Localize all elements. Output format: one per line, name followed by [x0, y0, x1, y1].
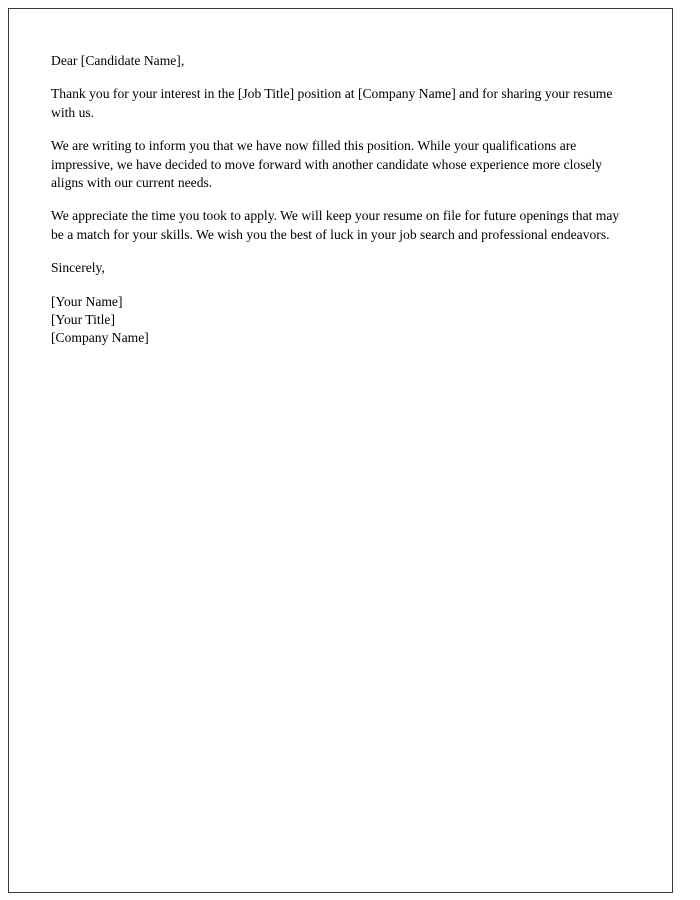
signature-title: [Your Title]: [51, 312, 115, 328]
closing: Sincerely,: [51, 260, 105, 276]
paragraph-appreciation: We appreciate the time you took to apply. We will keep your resume on file for future openings that may be a match for your skills. We wish you the best of luck in your job search and professional endeavors.: [51, 208, 620, 242]
letter-body: [51, 52, 626, 348]
signature-company: [Company Name]: [51, 330, 149, 346]
paragraph-position-filled: We are writing to inform you that we have now filled this position. While your qualifications are impressive, we have decided to move forward with another candidate whose experience more closely aligns with our current needs.: [51, 138, 603, 191]
signature-name: [Your Name]: [51, 293, 123, 309]
letter-page: [8, 8, 673, 893]
signature-block: [51, 293, 626, 348]
salutation: Dear [Candidate Name],: [51, 53, 185, 68]
paragraph-interest: Thank you for your interest in the [Job Title] position at [Company Name] and for sharing your resume with us.: [51, 86, 613, 120]
